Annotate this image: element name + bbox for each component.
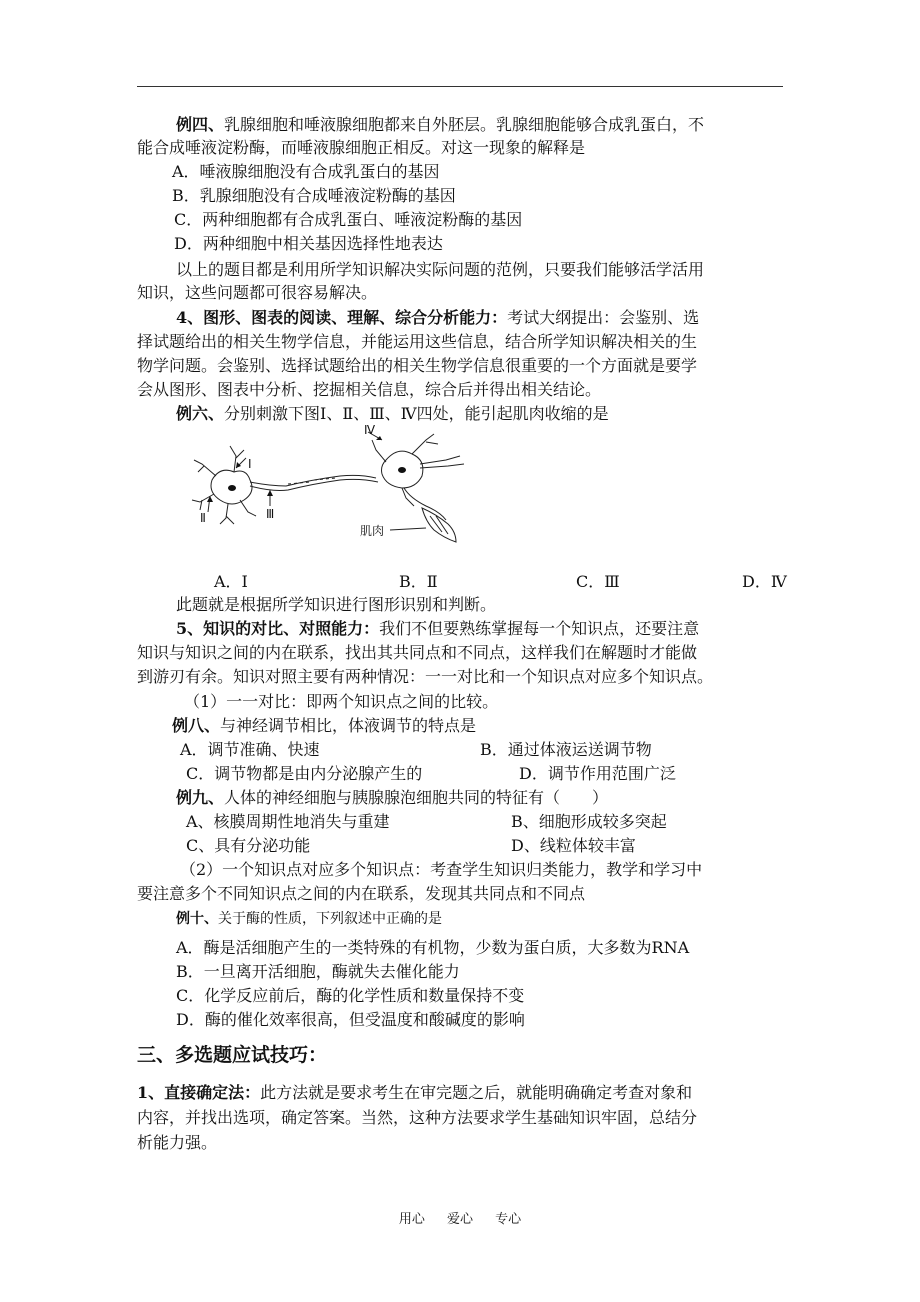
ex9-option-a: A、核膜周期性地消失与重建 — [186, 812, 390, 831]
ex9-option-b: B、细胞形成较多突起 — [511, 812, 667, 831]
sec5-line1: 5、知识的对比、对照能力：我们不但要熟练掌握每一个知识点，还要注意 — [176, 619, 700, 638]
sec5-point1: （1）一一对比：即两个知识点之间的比较。 — [184, 692, 499, 711]
ex9-question: 例九、人体的神经细胞与胰腺腺泡细胞共同的特征有（ ） — [176, 788, 609, 807]
label-I: Ⅰ — [248, 457, 252, 471]
arrowhead-III — [267, 490, 273, 496]
footer-word-1: 用心 — [398, 1212, 425, 1227]
ex10-option-a: A．酶是活细胞产生的一类特殊的有机物，少数为蛋白质，大多数为RNA — [176, 938, 690, 957]
dendrite — [240, 500, 256, 516]
sec5-title: 5、知识的对比、对照能力： — [176, 619, 380, 638]
ex9-option-c: C、具有分泌功能 — [186, 836, 311, 855]
ex6-option-b: B．Ⅱ — [399, 572, 438, 591]
label-IV: Ⅳ — [364, 423, 376, 437]
dendrite — [372, 440, 386, 462]
ex10-option-d: D．酶的催化效率很高，但受温度和酸碱度的影响 — [176, 1010, 525, 1029]
sec3-line3: 析能力强。 — [137, 1133, 218, 1152]
dendrite — [220, 504, 234, 524]
sec3-item1-title: 1、直接确定法： — [137, 1083, 261, 1102]
ex6-note: 此题就是根据所学知识进行图形识别和判断。 — [176, 595, 497, 614]
section-heading-3: 三、多选题应试技巧： — [137, 1044, 328, 1066]
dendrite — [194, 460, 216, 476]
point2-line2: 要注意多个不同知识点之间的内在联系，发现其共同点和不同点 — [137, 884, 586, 903]
ex10-option-c: C．化学反应前后，酶的化学性质和数量保持不变 — [176, 986, 525, 1005]
sec4-line3: 物学问题。会鉴别、选择试题给出的相关生物学信息很重要的一个方面就是要学 — [137, 356, 698, 375]
ex9-option-d: D、线粒体较丰富 — [511, 836, 636, 855]
dendrite — [412, 434, 438, 454]
arrowhead-I — [236, 462, 241, 468]
sec3-line1: 1、直接确定法：此方法就是要求考生在审完题之后，就能明确确定考查对象和 — [137, 1083, 693, 1102]
ex8-question: 例八、与神经调节相比，体液调节的特点是 — [172, 716, 477, 735]
nucleus-left — [228, 485, 236, 491]
ex4-title: 例四、 — [176, 115, 225, 134]
ex6-option-d: D．Ⅳ — [742, 572, 787, 591]
ex6-title: 例六、 — [176, 404, 225, 423]
sec4-title: 4、图形、图表的阅读、理解、综合分析能力： — [176, 308, 508, 327]
ex8-option-c: C．调节物都是由内分泌腺产生的 — [186, 764, 423, 783]
sec3-line2: 内容，并找出选项，确定答案。当然，这种方法要求学生基础知识牢固，总结分 — [137, 1108, 698, 1127]
point2-line1: （2）一个知识点对应多个知识点：考查学生知识归类能力，教学和学习中 — [180, 860, 703, 879]
summary-line1: 以上的题目都是利用所学知识解决实际问题的范例，只要我们能够活学活用 — [176, 260, 705, 279]
neuron-muscle-figure — [190, 420, 470, 550]
ex8-option-a: A．调节准确、快速 — [180, 740, 320, 759]
sec4-line2: 择试题给出的相关生物学信息，并能运用这些信息，结合所学知识解决相关的生 — [137, 332, 698, 351]
ex9-title: 例九、 — [176, 788, 225, 807]
label-muscle: 肌肉 — [360, 524, 385, 538]
sec5-line3: 到游刃有余。知识对照主要有两种情况：一一对比和一个知识点对应多个知识点。 — [137, 667, 714, 686]
ex4-line2: 能合成唾液淀粉酶，而唾液腺细胞正相反。对这一现象的解释是 — [137, 138, 586, 157]
ex6-option-a: A．Ⅰ — [214, 572, 248, 591]
ex10-option-b: B．一旦离开活细胞，酶就失去催化能力 — [176, 962, 460, 981]
sec5-line2: 知识与知识之间的内在联系，找出其共同点和不同点，这样我们在解题时才能做 — [137, 643, 698, 662]
ex6-question: 例六、分别刺激下图Ⅰ、Ⅱ、Ⅲ、Ⅳ四处，能引起肌肉收缩的是 — [176, 404, 609, 423]
nucleus-right — [398, 467, 406, 473]
ex10-title: 例十、 — [176, 911, 218, 927]
footer-word-2: 爱心 — [446, 1212, 473, 1227]
sec4-line4: 会从图形、图表中分析、挖掘相关信息，综合后并得出相关结论。 — [137, 380, 602, 399]
muscle-leader — [390, 528, 426, 530]
summary-line2: 知识，这些问题都可很容易解决。 — [137, 283, 378, 302]
axon-myelin — [288, 478, 336, 484]
ex4-line1: 例四、乳腺细胞和唾液腺细胞都来自外胚层。乳腺细胞能够合成乳蛋白，不 — [176, 115, 705, 134]
ex10-question: 例十、关于酶的性质，下列叙述中正确的是 — [176, 911, 442, 927]
label-III: Ⅲ — [266, 507, 275, 521]
page-footer — [0, 1208, 920, 1227]
ex4-option-b: B．乳腺细胞没有合成唾液淀粉酶的基因 — [172, 186, 456, 205]
ex4-option-d: D．两种细胞中相关基因选择性地表达 — [174, 234, 443, 253]
ex6-option-c: C．Ⅲ — [576, 572, 620, 591]
label-II: Ⅱ — [200, 511, 206, 525]
ex8-title: 例八、 — [172, 716, 221, 735]
ex4-option-a: A．唾液腺细胞没有合成乳蛋白的基因 — [172, 162, 440, 181]
arrowhead-II — [207, 496, 213, 502]
footer-word-3: 专心 — [495, 1212, 522, 1227]
ex4-option-c: C．两种细胞都有合成乳蛋白、唾液淀粉酶的基因 — [174, 210, 523, 229]
dendrite — [420, 456, 464, 468]
header-rule — [137, 86, 783, 87]
sec4-line1: 4、图形、图表的阅读、理解、综合分析能力：考试大纲提出：会鉴别、选 — [176, 308, 700, 327]
dendrite — [230, 446, 244, 472]
ex8-option-d: D．调节作用范围广泛 — [519, 764, 676, 783]
ex8-option-b: B．通过体液运送调节物 — [480, 740, 652, 759]
